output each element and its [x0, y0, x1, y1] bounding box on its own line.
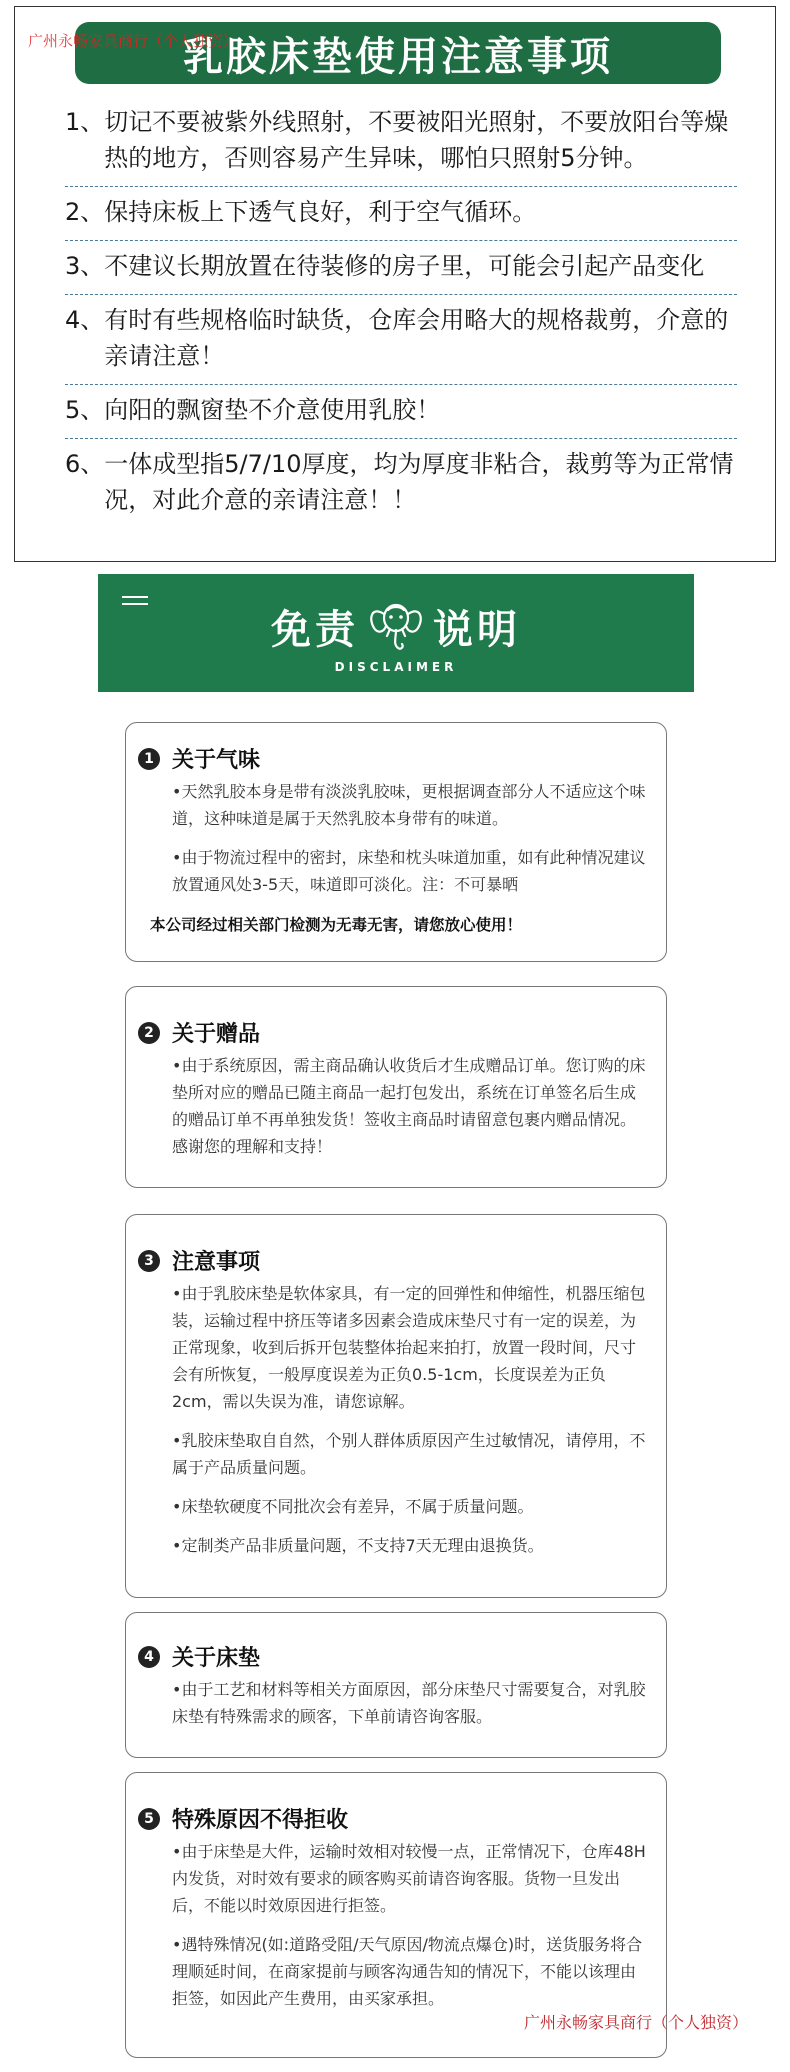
card-paragraph: •天然乳胶本身是带有淡淡乳胶味，更根据调查部分人不适应这个味道，这种味道是属于天然乳胶本身带有的味道。	[172, 782, 646, 828]
card-odor	[125, 722, 667, 962]
disclaimer-banner	[98, 574, 694, 692]
number-badge: 5	[138, 1808, 160, 1830]
card-header	[138, 743, 646, 774]
card-title: 注意事项	[172, 1250, 261, 1275]
number-badge: 4	[138, 1646, 160, 1668]
card-paragraph: •由于乳胶床垫是软体家具，有一定的回弹性和伸缩性，机器压缩包装，运输过程中挤压等诸多因素会造成床垫尺寸有一定的误差，为正常现象，收到后拆开包装整体抬起来拍打，放置一段时间，尺寸会有所恢复，一般厚度误差为正负0.5-1cm，长度误差为正负2cm，需以失误为准，请您谅解。	[172, 1284, 646, 1411]
notice-item-number: 5、	[65, 396, 105, 424]
card-paragraph: •定制类产品非质量问题，不支持7天无理由退换货。	[172, 1536, 544, 1555]
notice-item-number: 2、	[65, 198, 105, 226]
notice-item-text: 一体成型指5/7/10厚度，均为厚度非粘合，裁剪等为正常情况，对此介意的亲请注意！！	[104, 450, 734, 514]
notice-item	[65, 295, 737, 385]
notice-item	[65, 97, 737, 187]
notice-item	[65, 241, 737, 295]
notice-item	[65, 439, 737, 528]
number-badge: 2	[138, 1022, 160, 1044]
notice-list	[65, 97, 737, 528]
card-paragraph: •床垫软硬度不同批次会有差异，不属于质量问题。	[172, 1497, 534, 1516]
notice-item-number: 6、	[65, 450, 105, 478]
banner-title-right: 说明	[433, 607, 521, 653]
card-bold-note: 本公司经过相关部门检测为无毒无害，请您放心使用！	[150, 916, 523, 934]
banner-title-left: 免责	[271, 607, 359, 653]
notice-item-text: 保持床板上下透气良好，利于空气循环。	[104, 198, 537, 226]
card-header	[138, 1803, 646, 1834]
banner-subtitle: DISCLAIMER	[334, 660, 458, 674]
notice-item-number: 1、	[65, 108, 105, 136]
card-title: 关于赠品	[172, 1022, 261, 1047]
notice-item-text: 切记不要被紫外线照射，不要被阳光照射，不要放阳台等燥热的地方，否则容易产生异味，哪怕只照射5分钟。	[104, 108, 729, 172]
card-mattress	[125, 1612, 667, 1758]
card-header	[138, 1245, 646, 1276]
notice-item-text: 有时有些规格临时缺货，仓库会用略大的规格裁剪，介意的亲请注意！	[104, 306, 729, 370]
notice-item	[65, 187, 737, 241]
card-notes	[125, 1214, 667, 1598]
card-paragraph: •遇特殊情况(如:道路受阻/天气原因/物流点爆仓)时，送货服务将合理顺延时间，在商家提前与顾客沟通告知的情况下，不能以该理由拒签，如因此产生费用，由买家承担。	[172, 1935, 643, 2008]
card-paragraph: •由于物流过程中的密封，床垫和枕头味道加重，如有此种情况建议放置通风处3-5天，味道即可淡化。注：不可暴晒	[172, 848, 646, 894]
card-paragraph: •由于床垫是大件，运输时效相对较慢一点，正常情况下，仓库48H内发货，对时效有要求的顾客购买前请咨询客服。货物一旦发出后，不能以时效原因进行拒签。	[172, 1842, 646, 1915]
notice-box	[14, 6, 776, 562]
notice-item	[65, 385, 737, 439]
notice-item-number: 3、	[65, 252, 105, 280]
card-title: 特殊原因不得拒收	[172, 1808, 349, 1833]
notice-item-number: 4、	[65, 306, 105, 334]
watermark-bottom: 广州永畅家具商行（个人独资）	[524, 2013, 749, 2032]
notice-item-text: 不建议长期放置在待装修的房子里，可能会引起产品变化	[104, 252, 705, 280]
card-paragraph: •乳胶床垫取自自然，个别人群体质原因产生过敏情况，请停用，不属于产品质量问题。	[172, 1431, 646, 1477]
watermark-top: 广州永畅家具商行（个人独资）	[28, 32, 239, 50]
card-gift	[125, 986, 667, 1188]
notice-title: 乳胶床垫使用注意事项	[75, 22, 721, 84]
card-header	[138, 1641, 646, 1672]
card-title: 关于床垫	[172, 1646, 261, 1671]
notice-item-text: 向阳的飘窗垫不介意使用乳胶！	[104, 396, 441, 424]
elephant-icon	[366, 596, 426, 652]
card-title: 关于气味	[172, 748, 261, 773]
number-badge: 3	[138, 1250, 160, 1272]
card-header	[138, 1017, 646, 1048]
card-paragraph: •由于工艺和材料等相关方面原因，部分床垫尺寸需要复合，对乳胶床垫有特殊需求的顾客，下单前请咨询客服。	[172, 1680, 646, 1726]
card-paragraph: •由于系统原因，需主商品确认收货后才生成赠品订单。您订购的床垫所对应的赠品已随主商品一起打包发出，系统在订单签名后生成的赠品订单不再单独发货！签收主商品时请留意包裹内赠品情况。感谢您的理解和支持！	[172, 1056, 646, 1156]
number-badge: 1	[138, 748, 160, 770]
